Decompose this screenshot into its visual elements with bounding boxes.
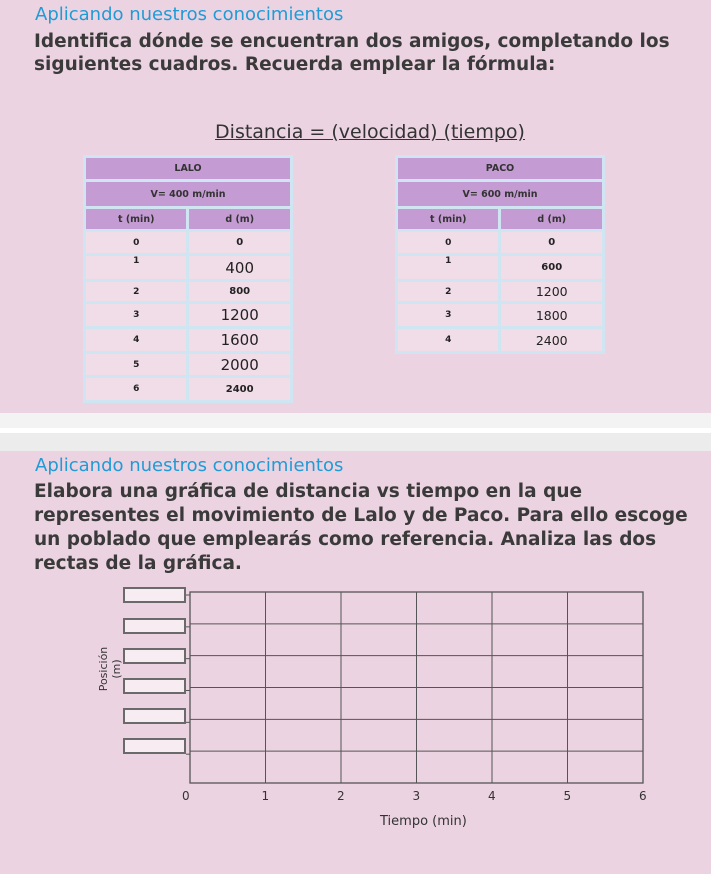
- distance-cell: 600: [500, 255, 604, 281]
- x-tick-label: 3: [412, 789, 421, 803]
- table-row: [397, 303, 604, 328]
- distance-cell: 1800: [500, 303, 604, 328]
- time-cell: 4: [397, 328, 500, 353]
- x-tick-label: 6: [639, 789, 647, 803]
- distance-cell: 800: [188, 281, 292, 303]
- distance-cell: 1200: [188, 303, 292, 328]
- table-row: [397, 231, 604, 255]
- time-cell: 0: [397, 231, 500, 255]
- section-heading: Aplicando nuestros conocimientos: [35, 455, 344, 476]
- distance-cell: 0: [188, 231, 292, 255]
- y-value-box[interactable]: [123, 648, 186, 664]
- time-cell: 4: [85, 328, 188, 353]
- x-tick-label: 5: [563, 789, 572, 803]
- x-tick-label: 2: [337, 789, 345, 803]
- divider: [0, 433, 711, 451]
- velocity-label: V= 600 m/min: [397, 181, 604, 208]
- time-cell: 1: [397, 255, 500, 281]
- y-value-box[interactable]: [123, 587, 186, 603]
- time-cell: 1: [85, 255, 188, 281]
- distance-cell: 2000: [188, 353, 292, 377]
- y-value-box[interactable]: [123, 618, 186, 634]
- y-value-box[interactable]: [123, 708, 186, 724]
- column-header-time: t (min): [397, 208, 500, 231]
- table-row: [85, 328, 292, 353]
- distance-cell: 1600: [188, 328, 292, 353]
- time-cell: 0: [85, 231, 188, 255]
- column-header-distance: d (m): [188, 208, 292, 231]
- lalo-table: [83, 155, 293, 403]
- paco-table: [395, 155, 605, 354]
- table-row: [85, 377, 292, 402]
- x-tick-label: 1: [261, 789, 270, 803]
- table-row: [85, 281, 292, 303]
- table-row: [85, 231, 292, 255]
- time-cell: 2: [397, 281, 500, 303]
- section-heading: Aplicando nuestros conocimientos: [35, 4, 344, 25]
- x-axis-label: Tiempo (min): [380, 814, 467, 829]
- y-axis-label: Posición (m): [97, 646, 123, 692]
- y-value-box[interactable]: [123, 738, 186, 754]
- distance-cell: 400: [188, 255, 292, 281]
- column-header-time: t (min): [85, 208, 188, 231]
- time-cell: 3: [397, 303, 500, 328]
- table-name: PACO: [397, 157, 604, 181]
- distance-cell: 2400: [188, 377, 292, 402]
- velocity-label: V= 400 m/min: [85, 181, 292, 208]
- distance-cell: 0: [500, 231, 604, 255]
- table-row: [85, 303, 292, 328]
- instructions-text: Identifica dónde se encuentran dos amigos, completando los siguientes cuadros. Recuerda emplear la fórmula:: [34, 31, 670, 75]
- y-value-box[interactable]: [123, 678, 186, 694]
- table-row: [397, 255, 604, 281]
- table-row: [397, 281, 604, 303]
- x-tick-label: 4: [488, 789, 496, 803]
- table-name: LALO: [85, 157, 292, 181]
- divider: [0, 413, 711, 428]
- distance-cell: 2400: [500, 328, 604, 353]
- time-cell: 3: [85, 303, 188, 328]
- distance-cell: 1200: [500, 281, 604, 303]
- x-tick-label: 0: [182, 789, 190, 803]
- time-cell: 6: [85, 377, 188, 402]
- formula: Distancia = (velocidad) (tiempo): [215, 121, 525, 143]
- column-header-distance: d (m): [500, 208, 604, 231]
- time-cell: 5: [85, 353, 188, 377]
- time-cell: 2: [85, 281, 188, 303]
- table-row: [85, 353, 292, 377]
- table-row: [85, 255, 292, 281]
- table-row: [397, 328, 604, 353]
- instructions-text: Elabora una gráfica de distancia vs tiempo en la que representes el movimiento de Lalo y de Paco. Para ello escoge un poblado que emplearás como referencia. Analiza las dos rectas de la gráfica.: [34, 481, 688, 574]
